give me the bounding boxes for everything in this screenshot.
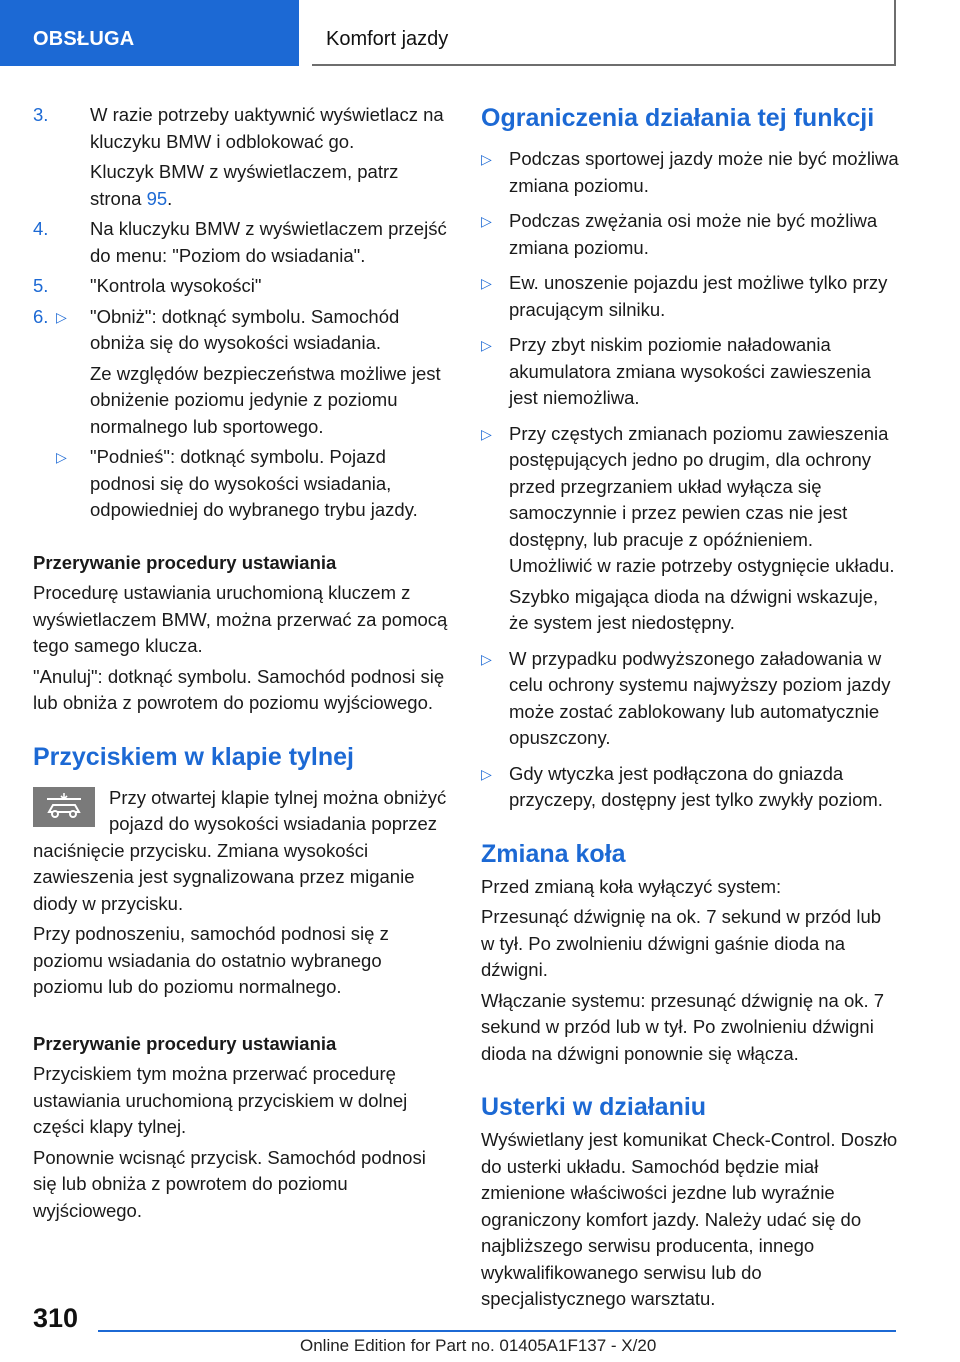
right-column (481, 102, 899, 1317)
triangle-right-icon: ▷ (481, 275, 492, 291)
triangle-right-icon: ▷ (56, 449, 67, 465)
paragraph: Przesunąć dźwignię na ok. 7 sekund w przód lub w tył. Po zwolnieniu dźwigni gaśnie dioda na dźwigni. (481, 906, 882, 980)
triangle-right-icon: ▷ (481, 425, 492, 442)
step-6-bullet-2 (33, 444, 449, 524)
edition-note: Online Edition for Part no. 01405A1F137 - X/20 (300, 1336, 657, 1355)
section-tab: OBSŁUGA (0, 0, 299, 66)
limit-item: ▷ Ew. unoszenie pojazdu jest możliwe tylko przy pracującym silniku. (481, 272, 888, 320)
paragraph: Ponownie wcisnąć przycisk. Samochód podnosi się lub obniża z powrotem do poziomu wyjściowego. (33, 1146, 426, 1221)
subheading-interrupt-key: Przerywanie procedury ustawiania (33, 551, 337, 573)
step-6 (33, 304, 449, 441)
chapter-title: Komfort jazdy (312, 0, 896, 66)
step-bullet-text: "Obniż": dotknąć symbolu. Samochód obniża się do wysokości wsiadania. (90, 305, 400, 353)
section-heading-wheel-change: Zmiana koła (481, 839, 626, 868)
triangle-right-icon: ▷ (481, 765, 492, 782)
paragraph: Wyświetlany jest komunikat Check-Control. Doszło do usterki układu. Samochód będzie miał zmienione właściwości jezdne lub wyraźnie ograniczony komfort jazdy. Należy udać się do najbliższego serwisu producenta, innego wykwalifikowanego serwisu lub do specjalistycznego warsztatu. (481, 1129, 898, 1309)
step-4 (33, 216, 449, 269)
triangle-right-icon: ▷ (481, 337, 492, 353)
step-number: 5. (33, 275, 49, 296)
left-column (33, 102, 449, 1228)
step-3 (33, 102, 449, 212)
paragraph: Przed zmianą koła wyłączyć system: (481, 875, 782, 897)
step-text: Na kluczyku BMW z wyświetlaczem przejść do menu: "Poziom do wsiadania". (90, 218, 447, 266)
triangle-right-icon: ▷ (481, 650, 492, 667)
paragraph: Włączanie systemu: przesunąć dźwignię na ok. 7 sekund w przód lub w tył. Po zwolnieniu dźwigni dioda na dźwigni ponownie się włącza. (481, 989, 885, 1064)
section-heading-limits: Ograniczenia działania tej funkcji (481, 104, 875, 132)
step-number: 4. (33, 218, 49, 239)
limit-item: ▷ Przy zbyt niskim poziomie naładowania akumulatora zmiana wysokości zawieszenia jest niemożliwa. (481, 334, 871, 408)
step-number: 3. (33, 104, 49, 125)
page-number: 310 (33, 1303, 79, 1333)
step-bullet-text: "Podnieś": dotknąć symbolu. Pojazd podnosi się do wysokości wsiadania, odpowiedniej do wybranego trybu jazdy. (90, 446, 418, 520)
step-bullet-note: Ze względów bezpieczeństwa możliwe jest obniżenie poziomu jedynie z poziomu normalnego lub sportowego. (90, 362, 441, 437)
triangle-right-icon: ▷ (481, 213, 492, 229)
subheading-interrupt-button: Przerywanie procedury ustawiania (33, 1032, 337, 1054)
step-text: "Kontrola wysokości" (90, 275, 262, 296)
limit-item: ▷ Podczas zwężania osi może nie być możliwa zmiana poziomu. (481, 210, 878, 258)
limit-item: ▷ Gdy wtyczka jest podłączona do gniazda przyczepy, dostępny jest tylko zwykły poziom. (481, 762, 883, 810)
step-text: W razie potrzeby uaktywnić wyświetlacz na kluczyku BMW i odblokować go. (90, 104, 444, 152)
paragraph: Przyciskiem tym można przerwać procedurę ustawiania uruchomioną przyciskiem w dolnej części klapy tylnej. (33, 1063, 408, 1137)
step-note: Kluczyk BMW z wyświetlaczem, patrz strona 95. (90, 161, 399, 209)
limit-item: ▷ W przypadku podwyższonego załadowania w celu ochrony systemu najwyższy poziom jazdy może zostać zablokowany lub automatycznie opuszczony. (481, 647, 891, 748)
step-5 (33, 273, 449, 300)
paragraph-with-icon: Przy otwartej klapie tylnej można obniżyć pojazd do wysokości wsiadania poprzez naciśnięcie przycisku. Zmiana wysokości zawieszenia jest sygnalizowana przez miganie diody w przycisku. (33, 786, 447, 914)
step-number: 6. (33, 305, 49, 327)
footer-divider (98, 1330, 896, 1332)
paragraph: Przy podnoszeniu, samochód podnosi się z poziomu wsiadania do ostatnio wybranego poziomu lub do poziomu normalnego. (33, 923, 389, 997)
limit-note: Szybko migająca dioda na dźwigni wskazuje, że system jest niedostępny. (509, 585, 879, 633)
paragraph: Procedurę ustawiania uruchomioną kluczem z wyświetlaczem BMW, można przerwać za pomocą tego samego klucza. (33, 582, 448, 656)
paragraph: "Anuluj": dotknąć symbolu. Samochód podnosi się lub obniża z powrotem do poziomu wyjściowego. (33, 665, 445, 713)
page-link[interactable]: 95 (146, 187, 168, 209)
triangle-right-icon: ▷ (56, 308, 67, 325)
limit-item: ▷ Podczas sportowej jazdy może nie być możliwa zmiana poziomu. (481, 148, 899, 196)
triangle-right-icon: ▷ (481, 151, 492, 167)
car-lowering-icon (33, 787, 95, 827)
section-heading-tailgate: Przyciskiem w klapie tylnej (33, 742, 354, 771)
limit-item: ▷ Przy częstych zmianach poziomu zawieszenia postępujących jedno po drugim, dla ochrony przed przegrzaniem układ wyłącza się samoczynnie i przez pewien czas nie jest dostępny, lub pracuje z opóźnieniem. Umożliwić w razie potrzeby ostygnięcie układu. Szybko migająca dioda na dźwigni wskazuje, że system jest niedostępny. (481, 421, 899, 637)
section-heading-faults: Usterki w działaniu (481, 1093, 707, 1121)
